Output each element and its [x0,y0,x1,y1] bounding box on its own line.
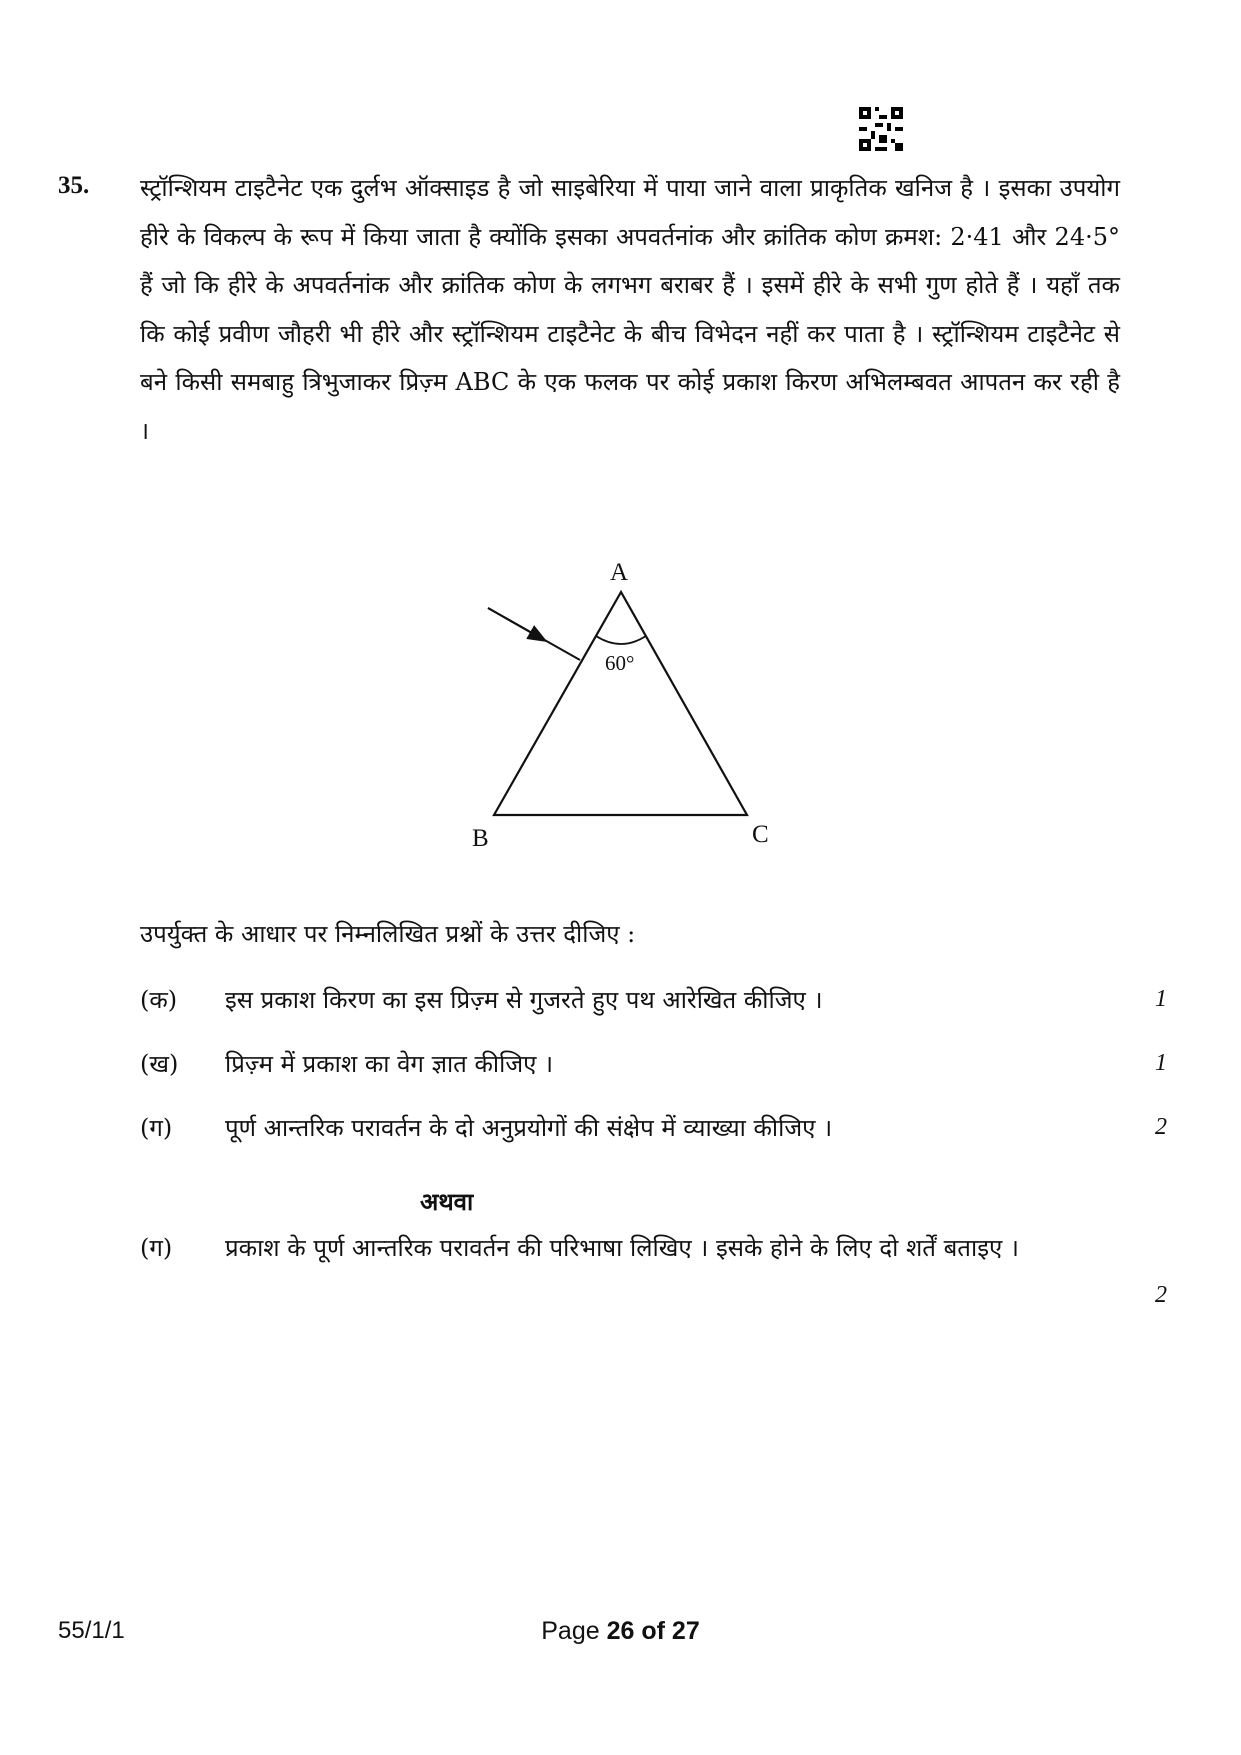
qr-code-icon [859,107,903,151]
paper-code: 55/1/1 [58,1617,125,1644]
prism-diagram [460,560,800,860]
subquestion-label: (क) [140,986,178,1014]
question-number: 35. [58,172,90,199]
marks-ka: 1 [1155,986,1167,1012]
subquestion-label: (ग) [140,1114,173,1142]
instruction-text: उपर्युक्त के आधार पर निम्नलिखित प्रश्नों के उत्तर दीजिए : [140,920,636,948]
marks-ga-alternative: 2 [1155,1282,1167,1308]
angle-arc [596,636,646,644]
angle-label: 60° [605,651,635,675]
prism-triangle [494,592,747,815]
subquestion-text: पूर्ण आन्तरिक परावर्तन के दो अनुप्रयोगों की संक्षेप में व्याख्या कीजिए । [225,1114,833,1142]
page-of: of [641,1617,665,1645]
subquestion-text: प्रिज़्म में प्रकाश का वेग ज्ञात कीजिए । [225,1050,554,1078]
page-prefix: Page [541,1617,600,1645]
subquestion-text: प्रकाश के पूर्ण आन्तरिक परावर्तन की परिभाषा लिखिए । इसके होने के लिए दो शर्तें बताइए । [225,1234,1019,1262]
marks-kha: 1 [1155,1050,1167,1076]
page-indicator [0,1617,1241,1646]
page-total: 27 [671,1617,700,1645]
vertex-a-label: A [610,560,629,586]
question-passage: स्ट्रॉन्शियम टाइटैनेट एक दुर्लभ ऑक्साइड है जो साइबेरिया में पाया जाने वाला प्राकृतिक खनिज है । इसका उपयोग हीरे के विकल्प के रूप में किया जाता है क्योंकि इसका अपवर्तनांक और क्रांतिक कोण क्रमश: 2·41 और 24·5° हैं जो कि हीरे के अपवर्तनांक और क्रांतिक कोण के लगभग बराबर हैं । इसमें हीरे के सभी गुण होते हैं । यहाँ तक कि कोई प्रवीण जौहरी भी हीरे और स्ट्रॉन्शियम टाइटैनेट के बीच विभेदन नहीं कर पाता है । स्ट्रॉन्शियम टाइटैनेट से बने किसी समबाहु त्रिभुजाकर प्रिज़्म ABC के एक फलक पर कोई प्रकाश किरण अभिलम्बवत आपतन कर रही है । [140,174,1120,445]
marks-ga: 2 [1155,1114,1167,1140]
page-current: 26 [606,1617,635,1645]
subquestion-label: (ख) [140,1050,179,1078]
subquestion-text: इस प्रकाश किरण का इस प्रिज़्म से गुजरते हुए पथ आरेखित कीजिए । [225,986,823,1014]
or-heading: अथवा [420,1187,474,1216]
vertex-c-label: C [752,821,769,848]
subquestion-label: (ग) [140,1234,173,1262]
vertex-b-label: B [472,825,489,852]
